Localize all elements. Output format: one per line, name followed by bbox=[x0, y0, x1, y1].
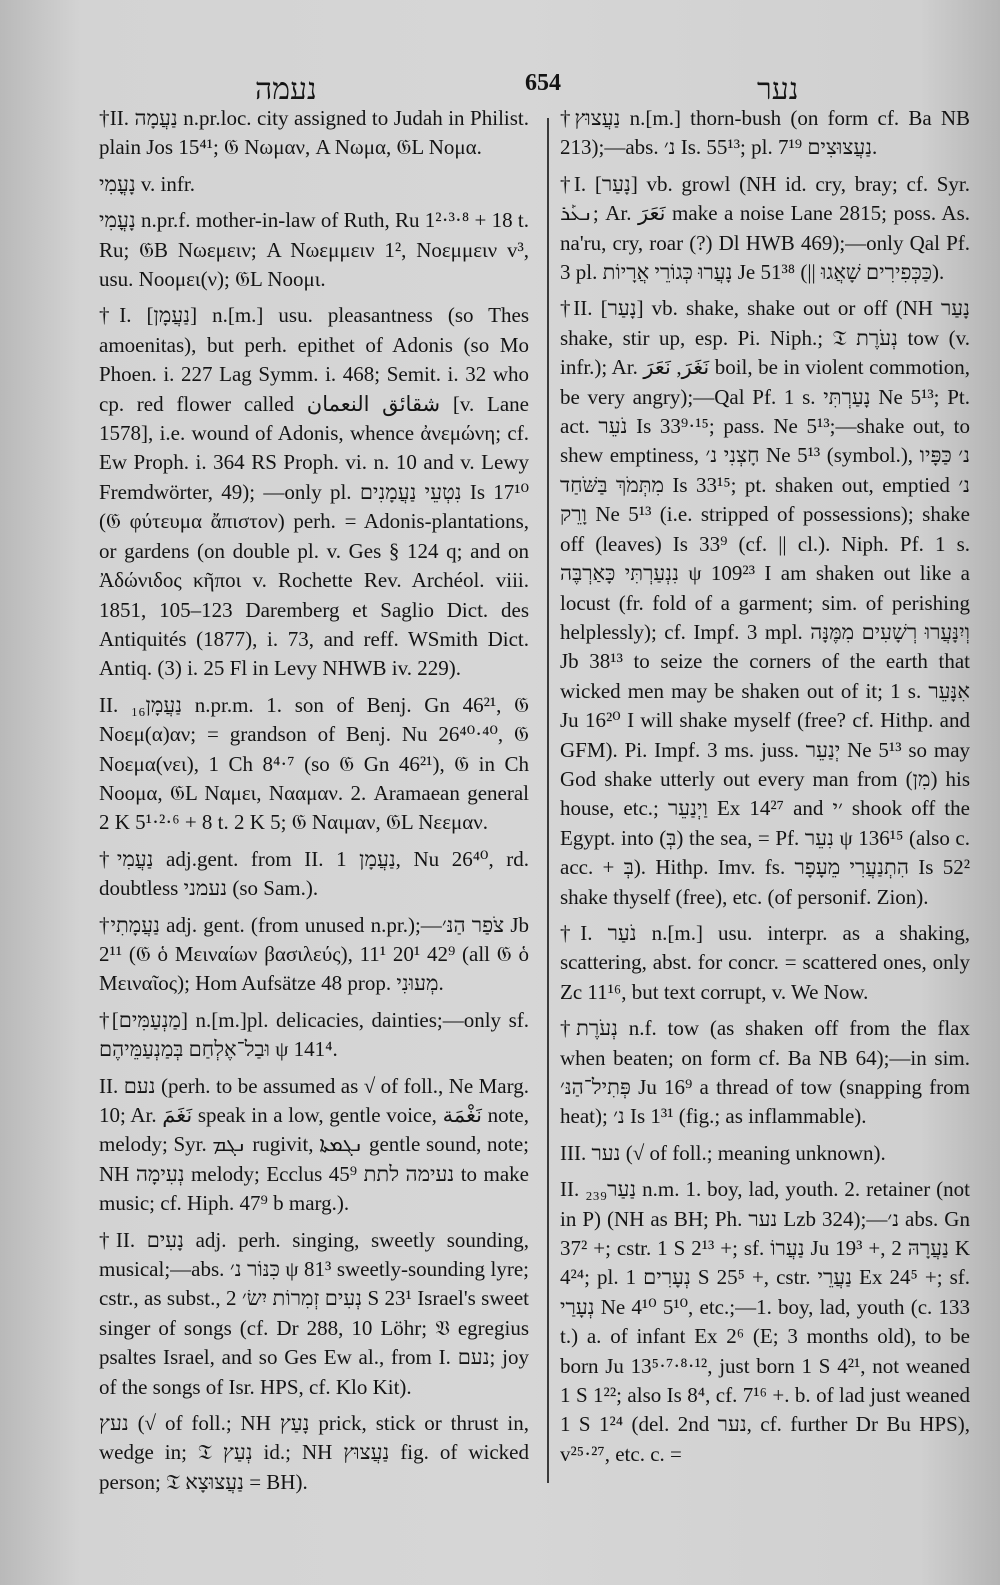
entry-root-naam-ii: II. נעם (perh. to be assumed as √ of foll., Ne Marg. 10; Ar. نَغَمَ speak in a low, gentle voice, نَغْمَة note, melody; Syr. ܢܓܡ rugivit, ܢܓܡܬܐ gentle sound, note; NH נְעִימָה melody; Ecclus 45⁹ נעימה לתת to make music; cf. Hiph. 47⁹ b marg.). bbox=[99, 1073, 530, 1216]
entry-naar-shake: †II. [נָעַר] vb. shake, shake out or off (NH נָעַר shake, stir up, esp. Pi. Niph.; 𝔗 נְעֹרֶת tow (v. infr.); Ar. نَغَرَ, نَعَرَ boil, be in violent commotion, be very angry);—Qal Pf. 1 s. נָעַרְתִּי Ne 5¹³; Pt. act. נֹעֵר Is 33⁹·¹⁵; pass. Ne 5¹³;—shake out, to shew emptiness, חָצְנִי נ׳ Ne 5¹³ (symbol.), נ׳ כַּפָּיו מִתְּמֹךְ בַּשֹּׁחַד Is 33¹⁵; pt. shaken out, emptied נ׳ וָרֵק Ne 5¹³ (i.e. stripped of possessions); shake off (leaves) Is 33⁹ (cf. || cl.). Niph. Pf. 1 s. נִנְעַרְתִּי כָּאַרְבֶּה ψ 109²³ I am shaken out like a locust (fr. fold of a garment; sim. of perishing helplessly); cf. Impf. 3 mpl. וְיִנָּעֲרוּ רְשָׁעִים מִמֶּנָּה Jb 38¹³ to seize the corners of the earth that wicked men may be shaken out of it; 1 s. אִנָּעֵר Ju 16²⁰ I will shake myself (free? cf. Hithp. and GFM). Pi. Impf. 3 ms. juss. יְנַעֵר Ne 5¹³ so may God shake utterly out every man from (מִן) his house, etc.; וַיְנַעֵר Ex 14²⁷ and ׳י shook off the Egypt. into (בְּ) the sea, = Pf. נִעֵר ψ 136¹⁵ (also c. acc. + בְּ). Hithp. Imv. fs. הִתְנַעֲרִי מֵעָפָר Is 52² shake thyself (free), etc. (of personif. Zion). bbox=[560, 296, 971, 909]
entry-naim-sweet: †II. נָעִים adj. perh. singing, sweetly sounding, musical;—abs. כִּנּוֹר נ׳ ψ 81³ sweetly-sounding lyre; cstr., as subst., נְעִים זְמִרוֹת יִשׂ׳ 2 S 23¹ Israel's sweet singer of songs (cf. Dr 288, 10 Löhr; 𝔙 egregius psaltes Israel, and so Ges Ew al., from I. נעם; joy of the songs of Isr. HPS, cf. Klo Kit). bbox=[99, 1227, 530, 1399]
entry-thorn-bush: †נַעֲצוּץ n.[m.] thorn-bush (on form cf. Ba NB 213);—abs. נ׳ Is. 55¹³; pl. נַעֲצוּצִים 7¹⁹. bbox=[560, 106, 971, 160]
running-head-left-word: נעמה bbox=[255, 72, 317, 107]
entry-naaman-person: II. נַעֲמָן₁₆ n.pr.m. 1. son of Benj. Gn 46²¹, 𝔊 Νοεμ(α)αν; = grandson of Benj. Nu 26⁴⁰·⁴⁰, 𝔊 Νοεμα(νει), 1 Ch 8⁴·⁷ (so 𝔊 Gn 46²¹), 𝔊 in Ch Νοομα, 𝔊L Ναμει, Νααμαν. 2. Aramaean general 2 K 5¹·²·⁶ + 8 t. 2 K 5; 𝔊 Ναιμαν, 𝔊L Νεεμαν. bbox=[99, 692, 529, 835]
entry-root-naar-iii: III. נער (√ of foll.; meaning unknown). bbox=[560, 1140, 886, 1165]
right-column bbox=[560, 104, 970, 1476]
column-divider bbox=[547, 118, 549, 1483]
entry-naomi-crossref: נָעֳמִי v. infr. bbox=[99, 171, 195, 196]
running-head-right-word: נער bbox=[757, 72, 799, 107]
entry-naar-boy: II. נַעַר₂₃₉ n.m. 1. boy, lad, youth. 2. retainer (not in P) (NH as BH; Ph. נער Lzb 324);—נ׳ abs. Gn 37² +; cstr. 1 S 2¹³ +; sf. נַעֲרוֹ Ju 19³ +, נַעֲרָהּ 2 K 4²⁴; pl. נְעָרִים 1 S 25⁵ +, cstr. נַעֲרֵי Ex 24⁵ +; sf. נְעָרַי Ne 4¹⁰ 5¹⁰, etc.;—1. boy, lad, youth (c. 133 t.) a. of infant Ex 2⁶ (E; 3 months old), to be born Ju 13⁵·⁷·⁸·¹², just born 1 S 4²¹, not weaned 1 S 1²²; also Is 8⁴, cf. 7¹⁶ +. b. of lad just weaned 1 S 1²⁴ (del. 2nd נער, cf. further Dr Bu HPS), v²⁵·²⁷, etc. c. = bbox=[560, 1177, 971, 1466]
entry-root-naats: נעץ (√ of foll.; NH נָעַץ prick, stick or thrust in, wedge in; 𝔗 נְעַץ id.; NH נַעֲצוּץ fig. of wicked person; 𝔗 נַעֲצוּצָא = BH). bbox=[99, 1411, 530, 1494]
entry-naomi: נָעֳמִי n.pr.f. mother-in-law of Ruth, Ru 1²·³·⁸ + 18 t. Ru; 𝔊B Νωεμειν; A Νωεμμειν 1², Νοεμμειν v³, usu. Νοομει(ν); 𝔊L Νοομι. bbox=[99, 208, 529, 292]
entry-naamah-city: †II. נַעֲמָה n.pr.loc. city assigned to Judah in Philist. plain Jos 15⁴¹; 𝔊 Νωμαν, A Νωμα, 𝔊L Νομα. bbox=[99, 106, 529, 160]
entry-naamite: †נַעֲמִי adj.gent. from II. נַעֲמָן 1, Nu 26⁴⁰, rd. doubtless נעמני (so Sam.). bbox=[99, 846, 529, 901]
entry-naar-growl: †I. [נָעַר] vb. growl (NH id. cry, bray; cf. Syr. ܢܥܰܪ; Ar. نَعَرَ make a noise Lane 2815; poss. As. na'ru, cry, roar (?) Dl HWB 469);—only Qal Pf. 3 pl. נָעֲרוּ כְּגוֹרֵי אֲרָיוֹת Je 51³⁸ (|| כַּכְּפִירִים שָׁאֲגוּ). bbox=[560, 171, 970, 285]
left-column bbox=[99, 104, 529, 1504]
entry-delicacies: †[מַנְעַמִּים] n.[m.]pl. delicacies, dainties;—only sf. וּבַל־אֶלְחַם בְּמַנְעַמֵּיהֶם ψ 141⁴. bbox=[99, 1007, 529, 1062]
entry-tow: †נְעֹרֶת n.f. tow (as shaken off from the flax when beaten; on form cf. Ba NB 64);—in sim. פְּתִיל־הַנּ׳ Ju 16⁹ a thread of tow (snapping from heat); נ׳ Is 1³¹ (fig.; as inflammable). bbox=[560, 1016, 971, 1129]
entry-naaman-pleasantness: †I. [נַעֲמָן] n.[m.] usu. pleasantness (so Thes amoenitas), but perh. epithet of Adonis (so Mo Phoen. i. 227 Lag Symm. i. 468; Semit. i. 32 who cp. red flower called شقائق النعمان [v. Lane 1578], i.e. wound of Adonis, whence ἀνεμώνη; cf. Ew Proph. i. 364 RS Proph. vi. n. 10 and v. Lewy Fremdwörter, 49); —only pl. נִטְעֵי נַעֲמָנִים Is 17¹⁰ (𝔊 φύτευμα ἄπιστον) perh. = Adonis-plantations, or gardens (on double pl. v. Ges § 124 q; and on Ἀδώνιδος κῆποι v. Rochette Rev. Archéol. viii. 1851, 105–123 Daremberg et Saglio Dict. des Antiquités (1877), i. 73, and reff. WSmith Dict. Antiq. (3) i. 25 Fl in Levy NHWB iv. 229). bbox=[99, 303, 529, 681]
entry-noar-shaking: †I. נֹעַר n.[m.] usu. interpr. as a shaking, scattering, abst. for concr. = scattered ones, only Zc 11¹⁶, but text corrupt, v. We Now. bbox=[560, 920, 970, 1004]
entry-naamathite: †נַעֲמָתִי adj. gent. (from unused n.pr.);—צֹפַר הַנּ׳ Jb 2¹¹ (𝔊 ὁ Μειναίων βασιλεύς), 11¹ 20¹ 42⁹ (all 𝔊 ὁ Μειναῖος); Hom Aufsätze 48 prop. מְעוּנִי. bbox=[99, 912, 529, 996]
page-number: 654 bbox=[525, 70, 561, 96]
